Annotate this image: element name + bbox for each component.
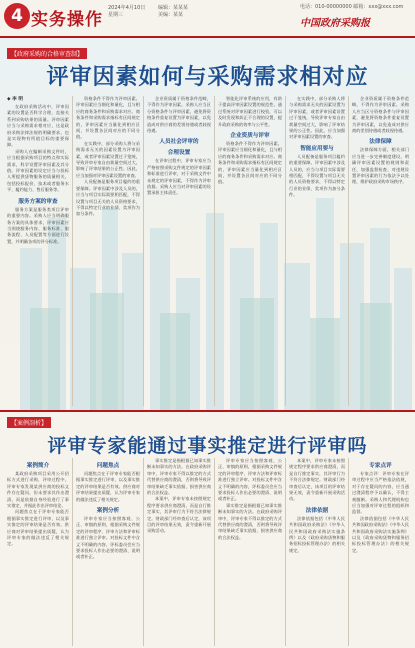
subhead: 案例简介 xyxy=(26,463,50,469)
column-rule xyxy=(285,96,286,406)
subhead: 人员社会评审的 xyxy=(159,139,199,146)
paragraph: 人员配备是服务项目履约的重要保障。评审因素中涉及人员的，应当与项目实际需要相匹配，不得设置与项目无关的人员资格要求，不得以特定行业的业绩、奖项作为加分条件。 xyxy=(76,179,140,217)
article-2-col-4 xyxy=(218,458,282,646)
paragraph: 问题焦点在于评审专家能否根据事实推定进行评审，以及事实推定的评审结果是否有效。供应商对评审结果提出质疑，认为评审专家的做法违反了相关规定。 xyxy=(76,471,140,502)
subhead: 智能应用要与 xyxy=(300,145,334,152)
article-2-col-5 xyxy=(289,458,345,646)
article-2-col-3 xyxy=(147,458,211,646)
paragraph: 评审专家应当按照客观、公正、审慎的原则，根据采购文件规定的评审程序、评审方法和评审标准进行独立评审。对投标文件中含义不明确的内容，评标委员会应当要求投标人作出必要的澄清、说明或者补正。 xyxy=(76,516,140,560)
subhead: 企业资质与评审 xyxy=(230,133,270,140)
paragraph: 事实推定是指根据已知事实推断未知事实的方法。在政府采购评审中，评审专家不得以推定的方式代替供应商的澄清，否则将导致评审结果缺乏事实依据，损害供应商的合法权益。 xyxy=(218,502,282,540)
subhead: 专家点评 xyxy=(369,463,392,469)
meta-line: 星期三 xyxy=(108,12,124,18)
article-1-title: 评审因素如何与采购需求相对应 xyxy=(46,64,369,90)
section-title: 实务操作 xyxy=(31,10,103,30)
paragraph: 本案中，评审专家未按照规定程序要求供应商澄清，而是自行推定事实，其评审行为不符合法律规定。财政部门经审查后认定，该项目的评审结果无效，责令重新开展采购活动。 xyxy=(289,458,345,502)
meta-email: 邮箱：xxx@xxx.com xyxy=(353,4,404,10)
subhead: 服务方案的审查 xyxy=(18,198,58,205)
header-meta-right xyxy=(300,4,403,11)
paragraph: 资格条件不得作为评审因素。评审因素应当细化和量化，且与相应的商务条件和采购需求对应。商务条件和采购需求指标有区间规定的，评审因素应当量化到相应区间，并设置各区间对应的不同分值。 xyxy=(76,96,140,140)
subhead: 问题焦点 xyxy=(96,463,120,469)
article-2-title: 评审专家能通过事实推定进行评审吗 xyxy=(47,435,368,457)
article-2-col-1 xyxy=(7,458,69,646)
article-1-col-2 xyxy=(76,96,140,406)
article-1-col-1 xyxy=(7,96,69,406)
paragraph: 资格条件不得作为评审因素。评审因素应当细化和量化，且与相应的商务条件和采购需求对应。商务条件和采购需求指标有区间规定的，评审因素应当量化到相应区间，并设置各区间对应的不同分值。 xyxy=(218,141,282,185)
paragraph: 采购人在编制采购文件时，应当根据采购项目的特点和实际需求，科学设置评审因素及其分值。评审因素的设定应当与投标人所提供货物服务的质量相关，包括投标报价、技术或者服务水平、履约能力、售后服务等。 xyxy=(7,148,69,193)
subhead: 法律依据 xyxy=(305,507,329,514)
header-meta-mid xyxy=(158,5,188,19)
paragraph: 法律依据包括《中华人民共和国政府采购法》《中华人民共和国政府采购法实施条例》以及《政府采购货物和服务招标投标管理办法》的相关规定。 xyxy=(289,515,345,553)
article-1-col-3 xyxy=(147,96,211,406)
article-1-col-6 xyxy=(352,96,409,406)
header-meta-left xyxy=(108,5,145,19)
column-rule xyxy=(72,96,73,406)
article-1-column-tag: 【政府采购的合格审查制】 xyxy=(7,48,87,59)
column-rule xyxy=(348,458,349,646)
column-rule xyxy=(143,96,144,406)
meta-line: 美编：某某 xyxy=(158,12,184,18)
paragraph: 在评审过程中，评审专家应当严格按照采购文件规定的评审因素和标准进行评审，对于采购文件中未规定的评审因素，不得作为评审依据。采购人应当对评审因素的设置承担主体责任。 xyxy=(147,158,211,196)
paragraph: 人员配备是服务项目履约的重要保障。评审因素中涉及人员的，应当与项目实际需要相匹配，不得设置与项目无关的人员资格要求，不得以特定行业的业绩、奖项作为加分条件。 xyxy=(289,153,345,198)
paragraph: 本案中，评审专家未按照规定程序要求供应商澄清，而是自行推定事实，其评审行为不符合法律规定。财政部门经审查后认定，该项目的评审结果无效，责令重新开展采购活动。 xyxy=(147,496,211,534)
paragraph: 法律保障方面，相关部门应当进一步完善制度建设，明确评审因素设置的规则和责任，加强监督检查，对违规设置评审因素的行为依法予以处理，维护政府采购市场秩序。 xyxy=(352,147,409,185)
paragraph: 法律依据包括《中华人民共和国政府采购法》《中华人民共和国政府采购法实施条例》以及《政府采购货物和服务招标投标管理办法》的相关规定。 xyxy=(352,515,409,553)
article-2-column-tag: 【案例剖析】 xyxy=(7,417,51,428)
column-rule xyxy=(214,96,215,406)
meta-line: 2024年4月10日 xyxy=(108,5,146,11)
paragraph: 问题焦点在于评审专家能否根据事实推定进行评审，以及事实推定的评审结果是否有效。供应商对评审结果提出质疑，认为评审专家的做法违反了相关规定。 xyxy=(7,509,69,547)
byline: ◆ 李 明 xyxy=(7,97,23,102)
column-rule xyxy=(143,458,144,646)
column-rule xyxy=(285,458,286,646)
paragraph: 在实践中，部分采购人将与采购需求无关的因素设置为评审因素，或者评审因素设置过于笼统，导致评审专家自由裁量空间过大，影响了评审结果的公正性。因此，应当加强对评审因素设置的审查。 xyxy=(289,96,345,140)
paragraph: 事实推定是指根据已知事实推断未知事实的方法。在政府采购评审中，评审专家不得以推定的方式代替供应商的澄清，否则将导致评审结果缺乏事实依据，损害供应商的合法权益。 xyxy=(147,458,211,496)
meta-line: 编辑：某某某 xyxy=(158,5,189,11)
column-rule xyxy=(348,96,349,406)
article-1-col-4 xyxy=(218,96,282,406)
article-2-col-6 xyxy=(352,458,409,646)
column-rule xyxy=(214,458,215,646)
subhead: 合理设置 xyxy=(167,150,191,157)
column-rule xyxy=(72,458,73,646)
meta-phone: 电话：010-00000000 xyxy=(300,4,352,10)
subhead: 法律保障 xyxy=(369,139,392,146)
subhead: 案例分析 xyxy=(96,508,120,515)
paragraph: 服务方案是服务类项目评审的重要内容。采购人应当明确服务方案的具体要求，评审因素应当围绕服务内容、服务标准、服务流程、人员配置等方面进行设置，并明确各项的评分标准。 xyxy=(7,206,69,244)
article-1-col-5 xyxy=(289,96,345,406)
paragraph: 在实践中，部分采购人将与采购需求无关的因素设置为评审因素，或者评审因素设置过于笼统，导致评审专家自由裁量空间过大，影响了评审结果的公正性。因此，应当加强对评审因素设置的审查。 xyxy=(76,140,140,178)
paragraph: 某政府采购项目采用公开招标方式进行采购，评审过程中，评审专家发现某供应商的投标文件存在疑问，但未要求其作出澄清，而是依据自身经验进行了事实推定，并据此作出评审结论。 xyxy=(7,471,69,509)
paragraph: 在政府采购活动中，评审因素的设置是否科学合理，直接关系到采购结果的质量。评审因素应当与采购需求相对应，这是政府采购法律法规的明确要求，也是实现物有所值目标的重要保障。 xyxy=(7,104,69,148)
paragraph: 智能化评审系统的应用，有助于提高评审因素设置的规范性。通过系统对评审因素进行校验，可以及时发现和纠正不合理的设置，提升政府采购的效率与公平性。 xyxy=(218,96,282,127)
paragraph: 企业资质属于资格条件范畴，不得作为评审因素。采购人应当区分资格条件与评审因素，避免将资格条件重复设置为评审因素，以免造成对供应商的差别待遇或者歧视待遇。 xyxy=(147,96,211,134)
masthead: 中国政府采购报 xyxy=(300,18,370,29)
page-number-badge: 4 xyxy=(4,3,30,29)
section-divider xyxy=(0,410,415,412)
paragraph: 评审专家应当按照客观、公正、审慎的原则，根据采购文件规定的评审程序、评审方法和评审标准进行独立评审。对投标文件中含义不明确的内容，评标委员会应当要求投标人作出必要的澄清、说明或者补正。 xyxy=(218,458,282,502)
article-2-col-2 xyxy=(76,458,140,646)
paragraph: 专家点评：评审专家在评审过程中应当严格依法依规，对于存在疑问的内容，应当通过澄清程序予以确认，不得主观臆断。采购人和代理机构也应当加强对评审过程的组织和监督。 xyxy=(352,471,409,515)
paragraph: 企业资质属于资格条件范畴，不得作为评审因素。采购人应当区分资格条件与评审因素，避免将资格条件重复设置为评审因素，以免造成对供应商的差别待遇或者歧视待遇。 xyxy=(352,96,409,134)
